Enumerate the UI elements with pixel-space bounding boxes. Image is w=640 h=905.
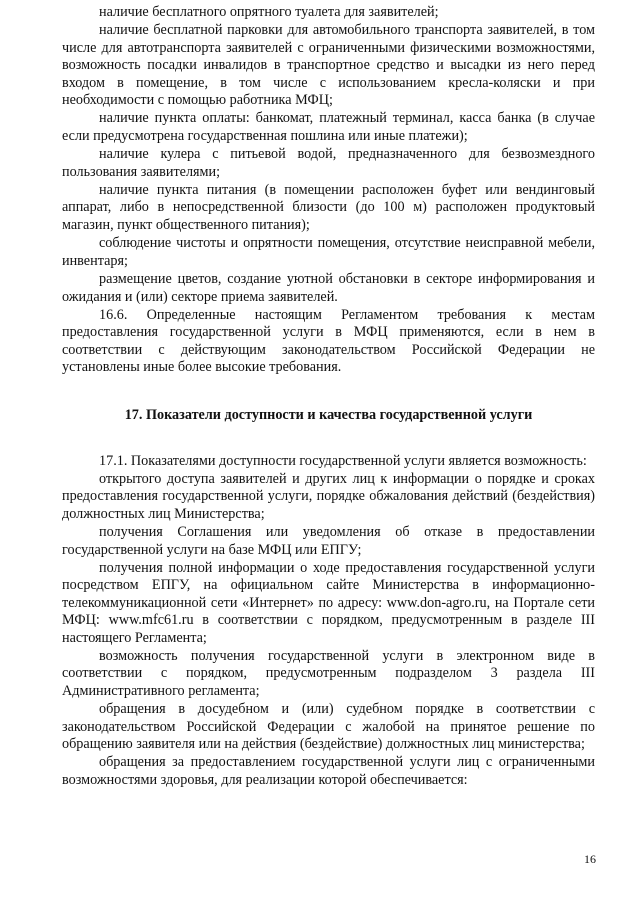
paragraph-full-information: получения полной информации о ходе предоставления государственной услуги посредством ЕПГУ, на официальном сайте Министерства в информационно-телекоммуникационной сети «Интернет» по адресу: www.don-agro.ru, на Портале сети МФЦ: www.mfc61.ru в соответствии с порядком, предусмотренным в разделе III настоящего Регламента;: [62, 559, 595, 646]
paragraph-disabilities: обращения за предоставлением государственной услуги лиц с ограниченными возможностями здоровья, для реализации которой обеспечивается:: [62, 754, 595, 788]
paragraph-free-toilet: наличие бесплатного опрятного туалета для заявителей;: [99, 4, 439, 20]
document-page: [62, 4, 595, 789]
section-heading-17: 17. Показатели доступности и качества государственной услуги: [124, 406, 533, 423]
paragraph-open-access: открытого доступа заявителей и других лиц к информации о порядке и сроках предоставления государственной услуги, порядке обжалования действий (бездействия) должностных лиц Министерства;: [62, 470, 595, 522]
paragraph-appeal: обращения в досудебном и (или) судебном порядке в соответствии с законодательством Российской Федерации с жалобой на принятое решение по обращению заявителя или на действия (бездействие) должностных лиц министерства;: [62, 701, 595, 753]
paragraph-payment-point: наличие пункта оплаты: банкомат, платежный терминал, касса банка (в случае если предусмотрена государственная пошлина или иные платежи);: [62, 110, 595, 144]
page-number: 16: [584, 852, 596, 866]
paragraph-free-parking: наличие бесплатной парковки для автомобильного транспорта заявителей, в том числе для автотранспорта заявителей с ограниченными физическими возможностями, возможность посадки инвалидов в транспортное средство и высадки из него перед входом в помещение, в том числе с использованием кресла-коляски и при необходимости с помощью работника МФЦ;: [62, 22, 595, 109]
paragraph-water-cooler: наличие кулера с питьевой водой, предназначенного для безвозмездного пользования заявителями;: [62, 146, 595, 180]
paragraph-food-point: наличие пункта питания (в помещении расположен буфет или вендинговый аппарат, либо в непосредственной близости (до 100 м) расположен продуктовый магазин, пункт общественного питания);: [62, 182, 595, 233]
paragraph-agreement: получения Соглашения или уведомления об отказе в предоставлении государственной услуги на базе МФЦ или ЕПГУ;: [62, 524, 595, 558]
paragraph-electronic-service: возможность получения государственной услуги в электронном виде в соответствии с порядком, предусмотренным подразделом 3 раздела III Административного регламента;: [62, 648, 595, 699]
paragraph-17-1: 17.1. Показателями доступности государственной услуги является возможность:: [99, 452, 587, 469]
paragraph-cleanliness: соблюдение чистоты и опрятности помещения, отсутствие неисправной мебели, инвентаря;: [62, 235, 595, 269]
paragraph-16-6: 16.6. Определенные настоящим Регламентом требования к местам предоставления государственной услуги в МФЦ применяются, если в нем в соответствии с действующим законодательством Российской Федерации не установлены иные более высокие требования.: [62, 306, 595, 376]
paragraph-flowers: размещение цветов, создание уютной обстановки в секторе информирования и ожидания и (или) секторе приема заявителей.: [62, 271, 595, 305]
